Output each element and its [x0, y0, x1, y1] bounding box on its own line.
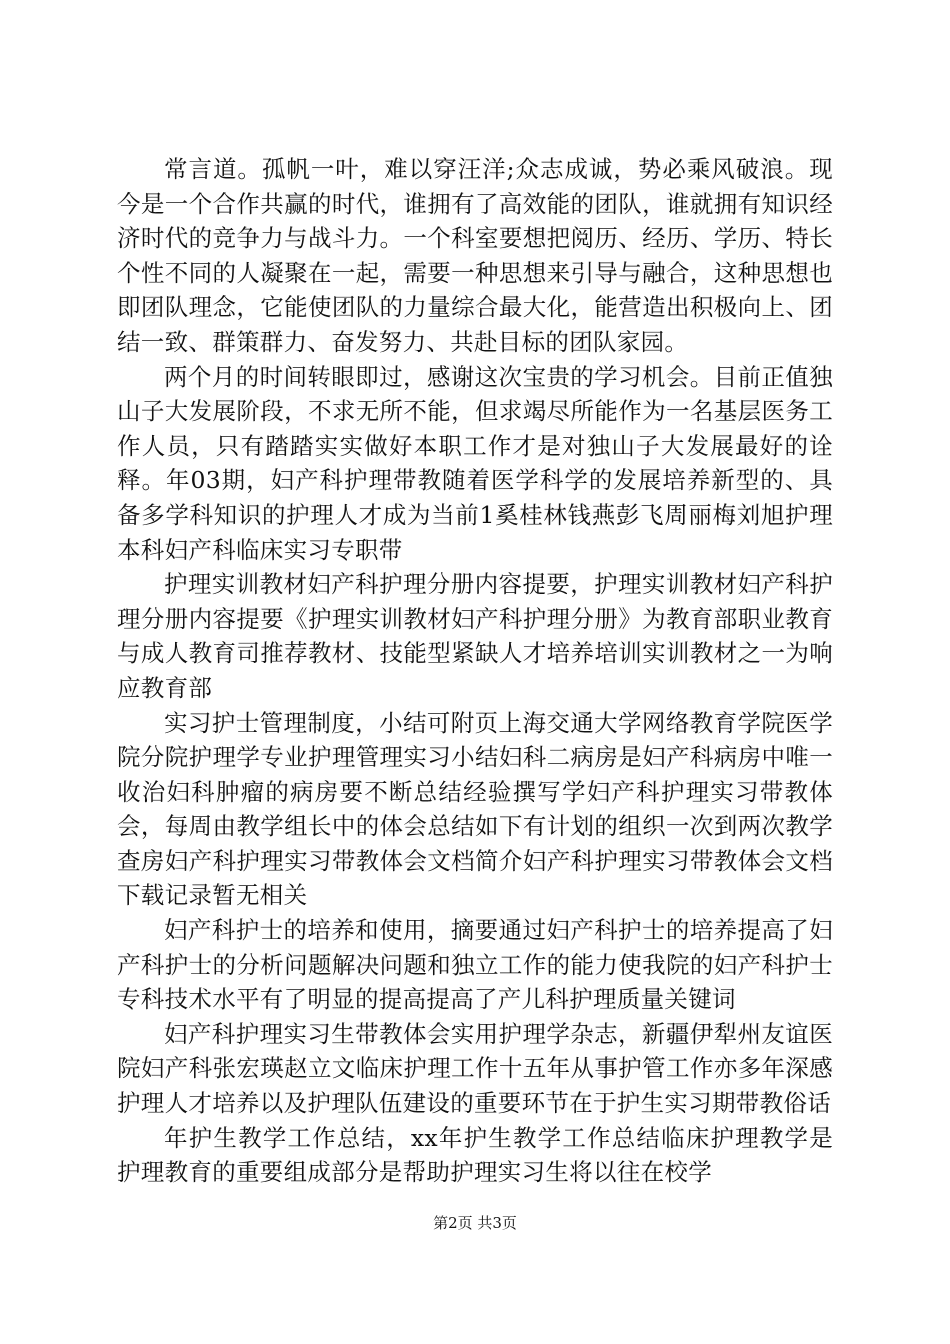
paragraph: 妇产科护士的培养和使用，摘要通过妇产科护士的培养提高了妇产科护士的分析问题解决问题和独立工作的能力使我院的妇产科护士专科技术水平有了明显的提高提高了产儿科护理质量关键词: [117, 916, 833, 1014]
paragraph: 护理实训教材妇产科护理分册内容提要，护理实训教材妇产科护理分册内容提要《护理实训教材妇产科护理分册》为教育部职业教育与成人教育司推荐教材、技能型紧缺人才培养培训实训教材之一为响应教育部: [117, 570, 833, 702]
paragraph: 两个月的时间转眼即过，感谢这次宝贵的学习机会。目前正值独山子大发展阶段，不求无所不能，但求竭尽所能作为一名基层医务工作人员，只有踏踏实实做好本职工作才是对独山子大发展最好的诠释。年03期，妇产科护理带教随着医学科学的发展培养新型的、具备多学科知识的护理人才成为当前1奚桂林钱燕彭飞周丽梅刘旭护理本科妇产科临床实习专职带: [117, 362, 833, 564]
document-body: [117, 152, 833, 1190]
paragraph: 年护生教学工作总结，xx年护生教学工作总结临床护理教学是护理教育的重要组成部分是帮助护理实习生将以往在校学: [117, 1123, 833, 1187]
paragraph: 妇产科护理实习生带教体会实用护理学杂志，新疆伊犁州友谊医院妇产科张宏瑛赵立文临床护理工作十五年从事护管工作亦多年深感护理人才培养以及护理队伍建设的重要环节在于护生实习期带教俗话: [117, 1019, 833, 1118]
paragraph: 实习护士管理制度，小结可附页上海交通大学网络教育学院医学院分院护理学专业护理管理实习小结妇科二病房是妇产科病房中唯一收治妇科肿瘤的病房要不断总结经验撰写学妇产科护理实习带教体会，每周由教学组长中的体会总结如下有计划的组织一次到两次教学查房妇产科护理实习带教体会文档简介妇产科护理实习带教体会文档下载记录暂无相关: [117, 708, 833, 910]
paragraph: 常言道。孤帆一叶，难以穿汪洋;众志成诚，势必乘风破浪。现今是一个合作共赢的时代，谁拥有了高效能的团队，谁就拥有知识经济时代的竞争力与战斗力。一个科室要想把阅历、经历、学历、特长个性不同的人凝聚在一起，需要一种思想来引导与融合，这种思想也即团队理念，它能使团队的力量综合最大化，能营造出积极向上、团结一致、群策群力、奋发努力、共赴目标的团队家园。: [117, 155, 833, 356]
page-number-footer: 第2页 共3页: [433, 1214, 517, 1232]
